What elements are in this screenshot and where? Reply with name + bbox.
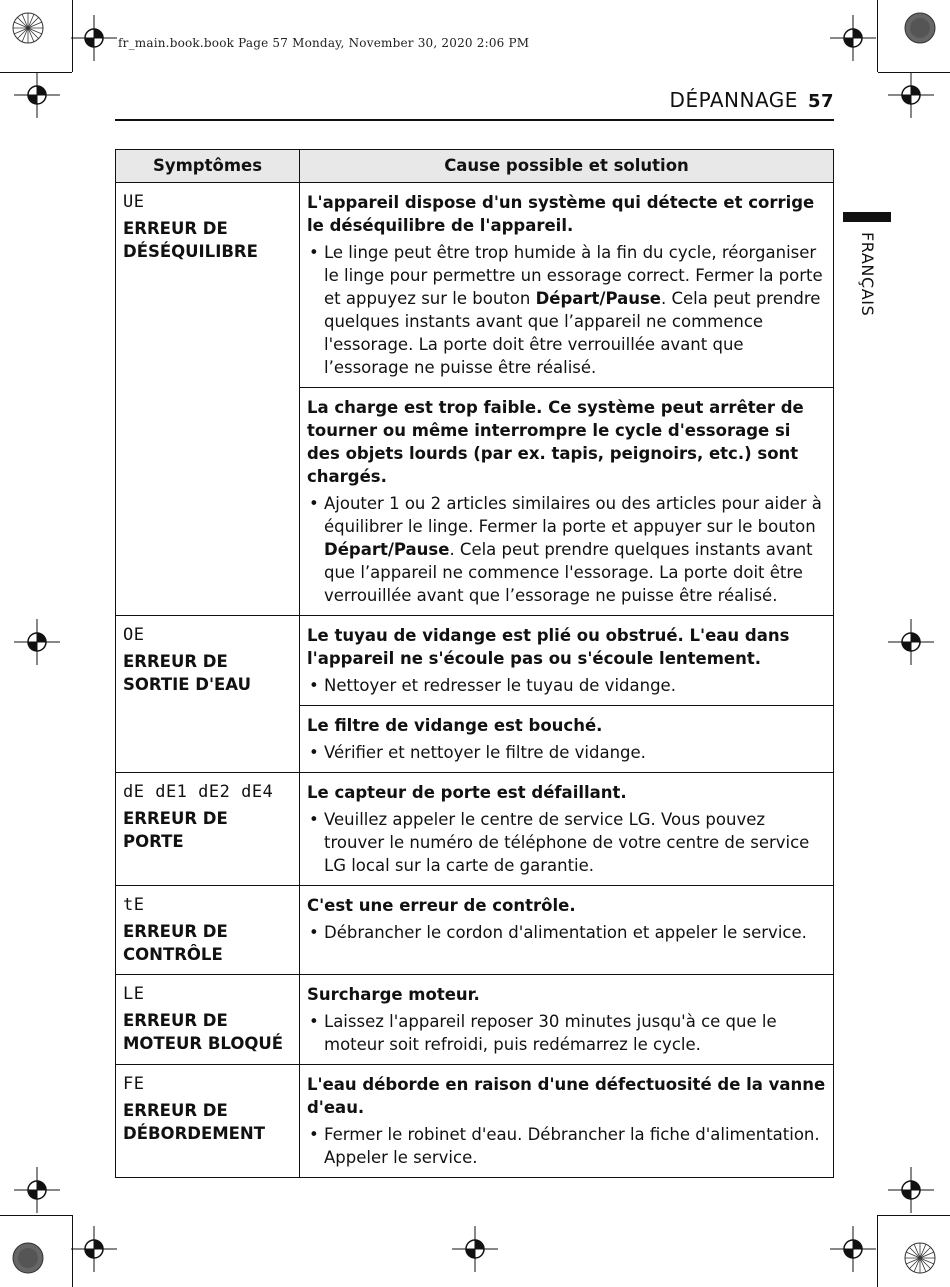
solution-cell bbox=[300, 975, 834, 1065]
registration-mark-icon bbox=[830, 1226, 876, 1272]
registration-mark-icon bbox=[14, 72, 60, 118]
color-rosette-icon bbox=[12, 12, 44, 44]
button-name-label: Départ/Pause bbox=[324, 540, 450, 559]
registration-mark-icon bbox=[888, 619, 934, 665]
error-name: ERREUR DE DÉSÉQUILIBRE bbox=[123, 219, 258, 261]
table-row bbox=[116, 886, 834, 975]
solution-list bbox=[307, 674, 826, 697]
symptom-cell bbox=[116, 616, 300, 773]
solution-item: • Fermer le robinet d'eau. Débrancher la fiche d'alimentation. Appeler le service. bbox=[307, 1123, 826, 1169]
error-code: dE dE1 dE2 dE4 bbox=[123, 782, 274, 802]
cause-text: Le capteur de porte est défaillant. bbox=[307, 783, 627, 802]
solution-item: • Ajouter 1 ou 2 articles similaires ou des articles pour aider à équilibrer le linge. Fermer la porte et appuyer sur le bouton Départ/Pause. Cela peut prendre quelques instants avant que l’appareil ne commence l'essorage. La porte doit être verrouillée avant que l’essorage ne puisse être réalisé. bbox=[307, 492, 826, 607]
color-rosette-icon bbox=[904, 12, 936, 44]
language-tab-label: FRANÇAIS bbox=[858, 232, 877, 317]
solution-item: • Veuillez appeler le centre de service LG. Vous pouvez trouver le numéro de téléphone de votre centre de service LG local sur la carte de garantie. bbox=[307, 808, 826, 877]
crop-line-bottom-left-h bbox=[0, 1215, 72, 1216]
page-number: 57 bbox=[807, 91, 834, 112]
solution-list bbox=[307, 492, 826, 607]
error-name: ERREUR DE SORTIE D'EAU bbox=[123, 652, 251, 694]
solution-item: • Vérifier et nettoyer le filtre de vidange. bbox=[307, 741, 826, 764]
registration-mark-icon bbox=[888, 1167, 934, 1213]
solution-list bbox=[307, 1010, 826, 1056]
solution-item: • Laissez l'appareil reposer 30 minutes jusqu'à ce que le moteur soit refroidi, puis redémarrez le cycle. bbox=[307, 1010, 826, 1056]
section-title: DÉPANNAGE bbox=[669, 88, 798, 112]
title-rule bbox=[115, 119, 834, 121]
registration-mark-icon bbox=[452, 1226, 498, 1272]
table-row bbox=[116, 616, 834, 706]
table-row bbox=[116, 183, 834, 388]
error-name: ERREUR DE CONTRÔLE bbox=[123, 922, 228, 964]
error-code: OE bbox=[123, 625, 145, 645]
solution-cell bbox=[300, 773, 834, 886]
crop-line-bottom-right-v bbox=[877, 1215, 878, 1287]
error-code: LE bbox=[123, 984, 145, 1004]
solution-item: • Nettoyer et redresser le tuyau de vidange. bbox=[307, 674, 826, 697]
print-header: fr_main.book.book Page 57 Monday, November 30, 2020 2:06 PM bbox=[118, 36, 530, 50]
solution-cell bbox=[300, 886, 834, 975]
crop-line-bottom-right-h bbox=[878, 1215, 950, 1216]
section-header bbox=[560, 88, 834, 112]
solution-cell bbox=[300, 388, 834, 616]
cause-text: Le filtre de vidange est bouché. bbox=[307, 716, 603, 735]
cause-text: La charge est trop faible. Ce système peut arrêter de tourner ou même interrompre le cycle d'essorage si des objets lourds (par ex. tapis, peignoirs, etc.) sont chargés. bbox=[307, 398, 804, 486]
solution-list bbox=[307, 921, 826, 944]
solution-list bbox=[307, 241, 826, 379]
table-row bbox=[116, 773, 834, 886]
cause-text: L'eau déborde en raison d'une défectuosité de la vanne d'eau. bbox=[307, 1075, 826, 1117]
color-rosette-icon bbox=[12, 1242, 44, 1274]
language-tab-bar bbox=[843, 212, 891, 222]
symptom-cell bbox=[116, 773, 300, 886]
solution-cell bbox=[300, 1065, 834, 1178]
solution-list bbox=[307, 1123, 826, 1169]
table-header-row bbox=[116, 150, 834, 183]
solution-item: • Le linge peut être trop humide à la fin du cycle, réorganiser le linge pour permettre un essorage correct. Fermer la porte et appuyez sur le bouton Départ/Pause. Cela peut prendre quelques instants avant que l’appareil ne commence l'essorage. La porte doit être verrouillée avant que l’essorage ne puisse être réalisé. bbox=[307, 241, 826, 379]
symptom-cell bbox=[116, 975, 300, 1065]
table-row bbox=[116, 1065, 834, 1178]
crop-line-top-right-v bbox=[877, 0, 878, 72]
table-row bbox=[116, 975, 834, 1065]
button-name-label: Départ/Pause bbox=[535, 289, 661, 308]
solution-cell bbox=[300, 706, 834, 773]
cause-text: C'est une erreur de contrôle. bbox=[307, 896, 576, 915]
header-solution: Cause possible et solution bbox=[300, 150, 834, 183]
registration-mark-icon bbox=[14, 619, 60, 665]
solution-list bbox=[307, 808, 826, 877]
header-symptoms: Symptômes bbox=[116, 150, 300, 183]
registration-mark-icon bbox=[830, 15, 876, 61]
registration-mark-icon bbox=[71, 15, 117, 61]
solution-list bbox=[307, 741, 826, 764]
registration-mark-icon bbox=[888, 72, 934, 118]
symptom-cell bbox=[116, 183, 300, 616]
error-name: ERREUR DE DÉBORDEMENT bbox=[123, 1101, 265, 1143]
registration-mark-icon bbox=[71, 1226, 117, 1272]
error-name: ERREUR DE MOTEUR BLOQUÉ bbox=[123, 1011, 284, 1053]
registration-mark-icon bbox=[14, 1167, 60, 1213]
error-code: FE bbox=[123, 1074, 145, 1094]
solution-item: • Débrancher le cordon d'alimentation et appeler le service. bbox=[307, 921, 826, 944]
cause-text: L'appareil dispose d'un système qui détecte et corrige le déséquilibre de l'appareil. bbox=[307, 193, 815, 235]
cause-text: Le tuyau de vidange est plié ou obstrué. L'eau dans l'appareil ne s'écoule pas ou s'écoule lentement. bbox=[307, 626, 790, 668]
color-rosette-icon bbox=[904, 1242, 936, 1274]
error-code: UE bbox=[123, 192, 145, 212]
troubleshooting-table bbox=[115, 149, 834, 1178]
error-name: ERREUR DE PORTE bbox=[123, 809, 228, 851]
solution-cell bbox=[300, 183, 834, 388]
solution-cell bbox=[300, 616, 834, 706]
symptom-cell bbox=[116, 1065, 300, 1178]
error-code: tE bbox=[123, 895, 145, 915]
cause-text: Surcharge moteur. bbox=[307, 985, 480, 1004]
symptom-cell bbox=[116, 886, 300, 975]
